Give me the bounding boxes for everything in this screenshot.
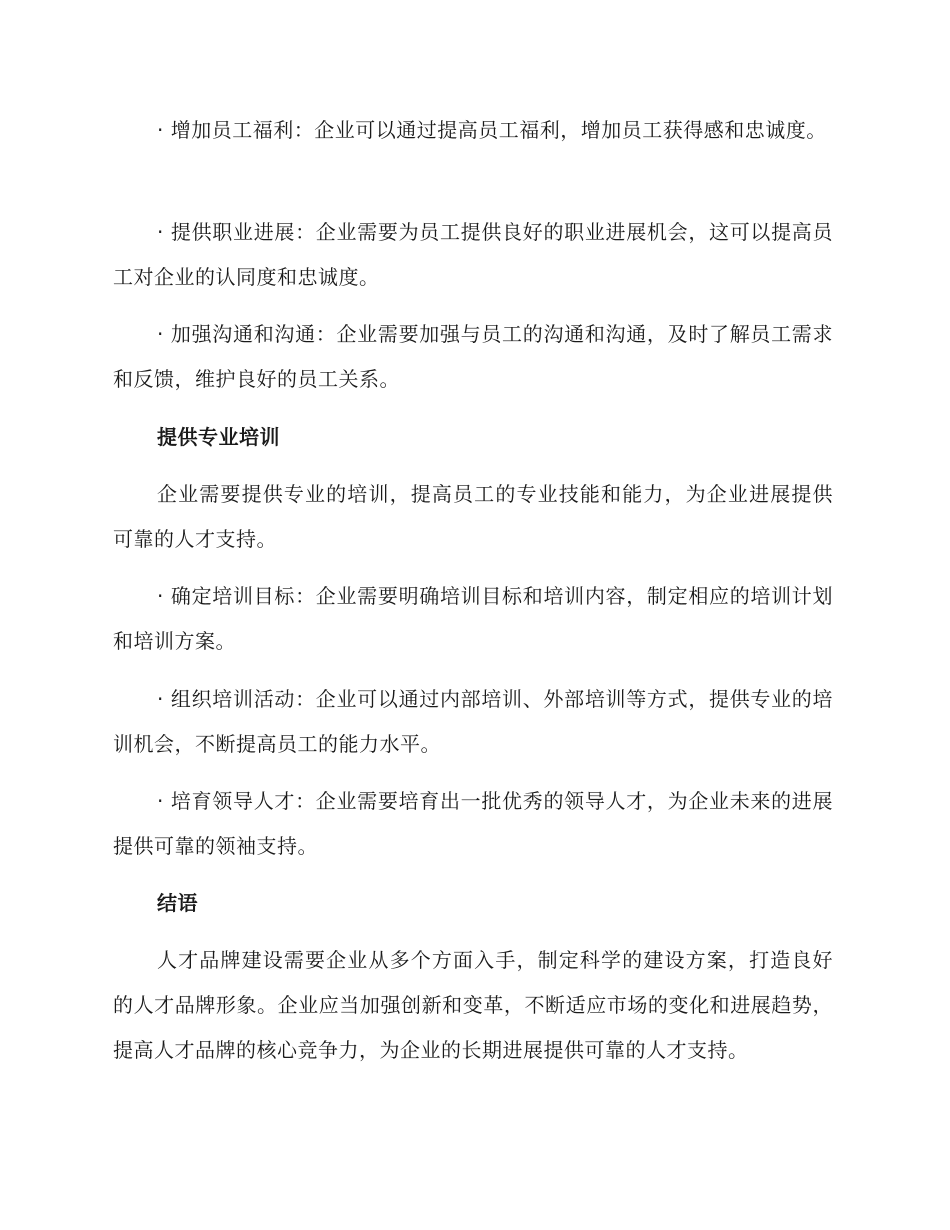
bullet-communication: · 加强沟通和沟通：企业需要加强与员工的沟通和沟通，及时了解员工需求和反馈，维护良好的员工关系。: [113, 322, 833, 391]
bullet-career-development: · 提供职业进展：企业需要为员工提供良好的职业进展机会，这可以提高员工对企业的认同度和忠诚度。: [113, 220, 833, 289]
bullet-training-activities: · 组织培训活动：企业可以通过内部培训、外部培训等方式，提供专业的培训机会，不断提高员工的能力水平。: [113, 687, 833, 756]
bullet-training-goals: · 确定培训目标：企业需要明确培训目标和培训内容，制定相应的培训计划和培训方案。: [113, 584, 833, 653]
bullet-leadership-talent: · 培育领导人才：企业需要培育出一批优秀的领导人才，为企业未来的进展提供可靠的领袖支持。: [113, 789, 833, 858]
bullet-employee-benefits: · 增加员工福利：企业可以通过提高员工福利，增加员工获得感和忠诚度。: [157, 118, 827, 142]
paragraph-conclusion: 人才品牌建设需要企业从多个方面入手，制定科学的建设方案，打造良好的人才品牌形象。企业应当加强创新和变革，不断适应市场的变化和进展趋势，提高人才品牌的核心竞争力，为企业的长期进展提供可靠的人才支持。: [113, 948, 833, 1062]
section-heading-training: 提供专业培训: [157, 425, 280, 449]
paragraph-training-intro: 企业需要提供专业的培训，提高员工的专业技能和能力，为企业进展提供可靠的人才支持。: [113, 482, 833, 551]
section-heading-conclusion: 结语: [157, 891, 198, 915]
